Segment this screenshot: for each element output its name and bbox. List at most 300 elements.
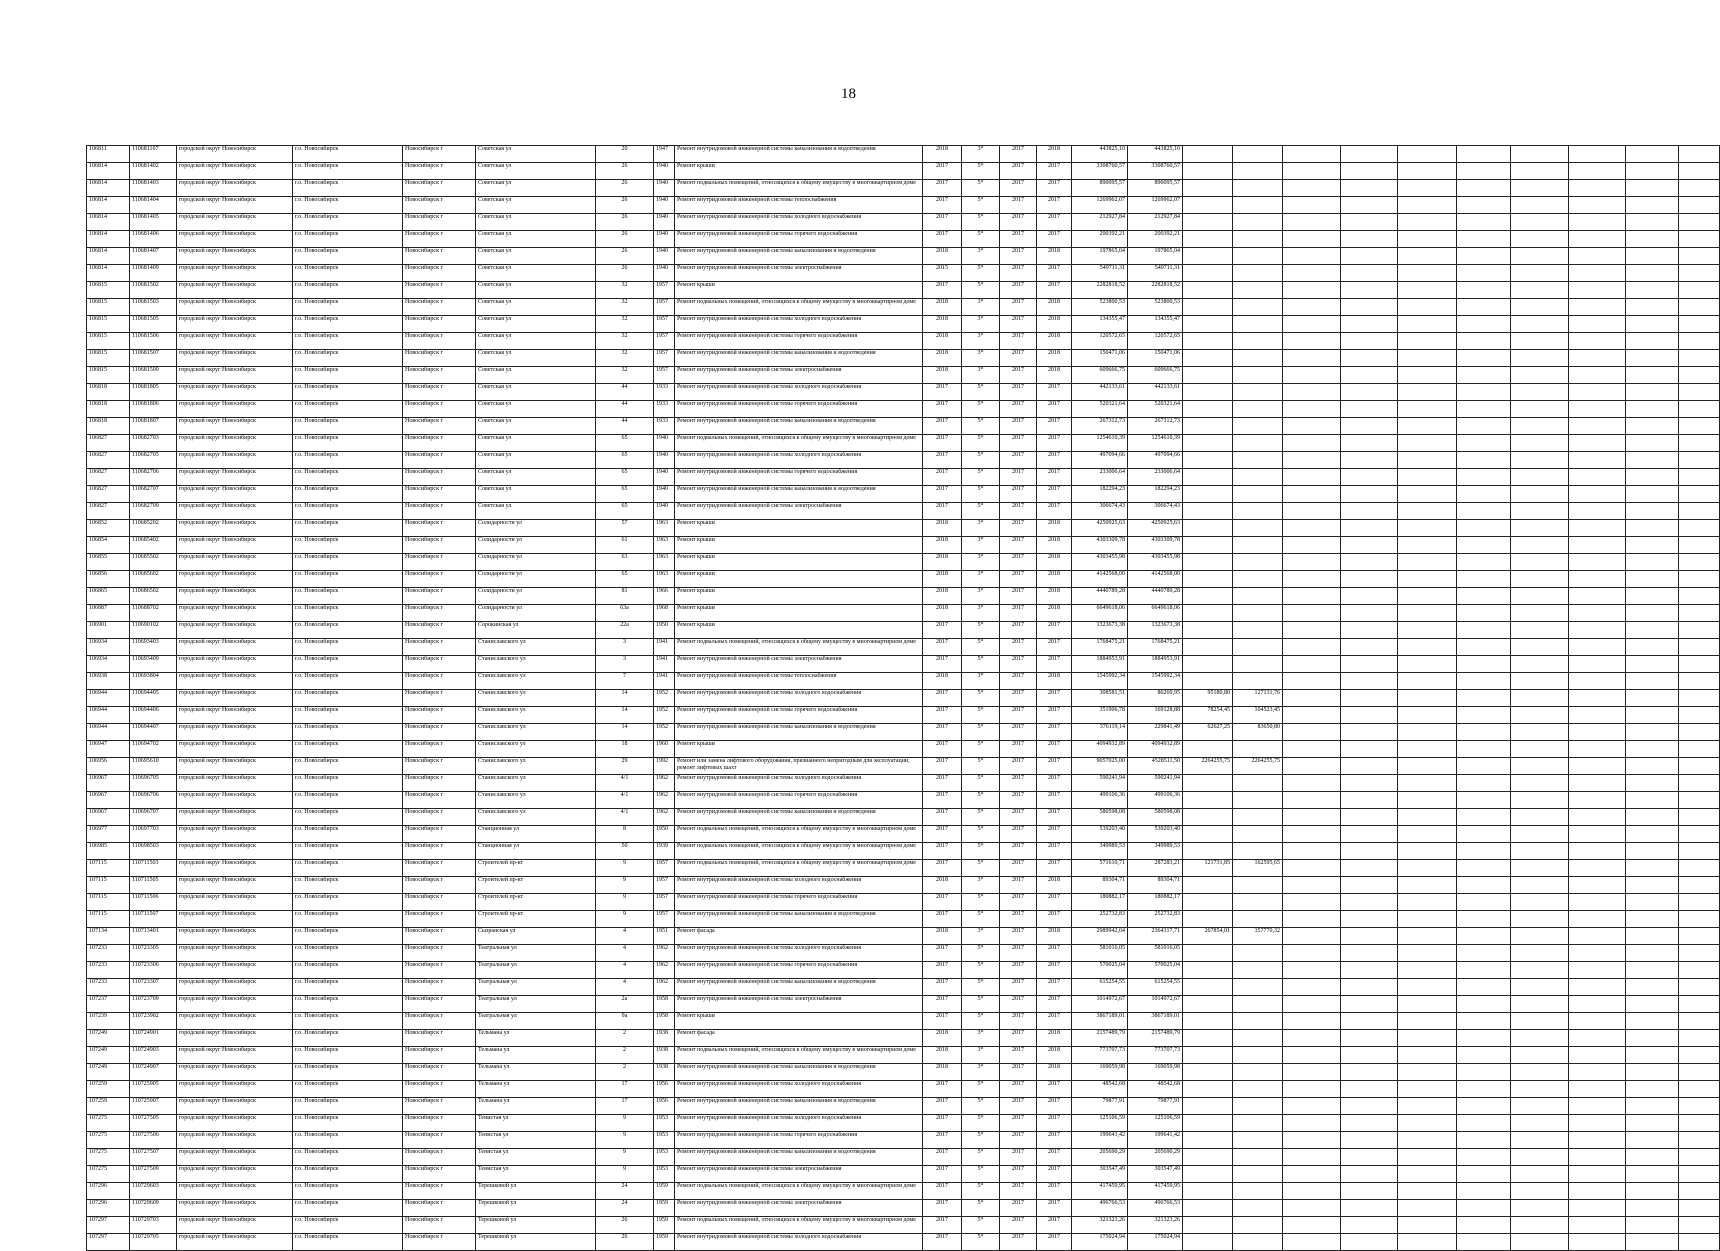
cell-municipality: городской округ Новосибирск: [177, 809, 293, 826]
cell-extra-2: [1233, 537, 1283, 554]
cell-end-year: 2017: [1037, 996, 1072, 1013]
cell-district: г.о. Новосибирск: [293, 673, 403, 690]
cell-extra-10: [1679, 1064, 1720, 1081]
cell-extra-7: [1511, 520, 1569, 537]
cell-work-type: Ремонт внутридомовой инженерной системы горячего водоснабжения: [675, 333, 923, 350]
cell-fund-cost: 89304,71: [1128, 877, 1183, 894]
cell-extra-7: [1511, 1200, 1569, 1217]
cell-extra-10: [1679, 248, 1720, 265]
cell-extra-6: [1457, 673, 1511, 690]
cell-priority: 5*: [962, 452, 1000, 469]
cell-end-year: 2017: [1037, 1200, 1072, 1217]
cell-extra-6: [1457, 554, 1511, 571]
cell-extra-9: [1626, 979, 1679, 996]
cell-municipality: городской округ Новосибирск: [177, 1132, 293, 1149]
cell-extra-7: [1511, 1132, 1569, 1149]
cell-house-number: 9: [596, 894, 654, 911]
cell-work-type: Ремонт подвальных помещений, относящихся к общему имуществу в многоквартирном доме: [675, 826, 923, 843]
cell-extra-4: [1341, 656, 1398, 673]
cell-extra-10: [1679, 656, 1720, 673]
cell-extra-10: [1679, 282, 1720, 299]
cell-extra-2: [1233, 486, 1283, 503]
cell-plan-year: 2018: [923, 248, 962, 265]
cell-extra-10: [1679, 469, 1720, 486]
cell-municipality: городской округ Новосибирск: [177, 537, 293, 554]
cell-extra-5: [1398, 571, 1457, 588]
cell-house-id: 106818: [87, 401, 130, 418]
cell-extra-8: [1569, 197, 1626, 214]
cell-house-number: 32: [596, 316, 654, 333]
cell-end-year: 2017: [1037, 1098, 1072, 1115]
cell-house-number: 32: [596, 350, 654, 367]
cell-priority: 3*: [962, 367, 1000, 384]
cell-district: г.о. Новосибирск: [293, 605, 403, 622]
cell-plan-year: 2017: [923, 724, 962, 741]
table-row: [87, 1183, 1720, 1200]
cell-start-year: 2017: [1000, 826, 1037, 843]
table-row: [87, 588, 1720, 605]
cell-extra-7: [1511, 231, 1569, 248]
cell-start-year: 2017: [1000, 639, 1037, 656]
cell-priority: 5*: [962, 758, 1000, 775]
cell-house-number: 4/1: [596, 792, 654, 809]
cell-extra-1: [1183, 469, 1233, 486]
cell-district: г.о. Новосибирск: [293, 792, 403, 809]
cell-extra-5: [1398, 996, 1457, 1013]
cell-extra-7: [1511, 928, 1569, 945]
cell-house-id: 107115: [87, 911, 130, 928]
table-row: [87, 503, 1720, 520]
cell-street: Строителей пр-кт: [476, 894, 596, 911]
cell-extra-3: [1283, 316, 1341, 333]
cell-city: Новосибирск г: [403, 231, 476, 248]
cell-priority: 5*: [962, 707, 1000, 724]
cell-district: г.о. Новосибирск: [293, 588, 403, 605]
cell-priority: 3*: [962, 248, 1000, 265]
cell-extra-5: [1398, 248, 1457, 265]
cell-district: г.о. Новосибирск: [293, 231, 403, 248]
cell-extra-1: [1183, 452, 1233, 469]
cell-end-year: 2018: [1037, 316, 1072, 333]
cell-work-id: 110698503: [130, 843, 177, 860]
cell-extra-2: [1233, 401, 1283, 418]
cell-district: г.о. Новосибирск: [293, 299, 403, 316]
cell-extra-4: [1341, 418, 1398, 435]
cell-extra-10: [1679, 690, 1720, 707]
cell-extra-7: [1511, 1217, 1569, 1234]
cell-extra-10: [1679, 792, 1720, 809]
cell-extra-9: [1626, 401, 1679, 418]
cell-extra-5: [1398, 537, 1457, 554]
cell-district: г.о. Новосибирск: [293, 333, 403, 350]
cell-extra-8: [1569, 1217, 1626, 1234]
cell-house-id: 106985: [87, 843, 130, 860]
cell-work-type: Ремонт внутридомовой инженерной системы горячего водоснабжения: [675, 1132, 923, 1149]
cell-extra-8: [1569, 1081, 1626, 1098]
cell-extra-3: [1283, 571, 1341, 588]
cell-city: Новосибирск г: [403, 673, 476, 690]
cell-work-type: Ремонт внутридомовой инженерной системы канализования и водоотведения: [675, 1064, 923, 1081]
cell-end-year: 2017: [1037, 690, 1072, 707]
cell-city: Новосибирск г: [403, 469, 476, 486]
cell-city: Новосибирск г: [403, 452, 476, 469]
cell-city: Новосибирск г: [403, 1234, 476, 1251]
cell-work-id: 110681505: [130, 316, 177, 333]
cell-extra-6: [1457, 571, 1511, 588]
cell-city: Новосибирск г: [403, 792, 476, 809]
cell-build-year: 1950: [654, 826, 675, 843]
cell-house-id: 107259: [87, 1098, 130, 1115]
cell-house-number: 32: [596, 299, 654, 316]
cell-house-number: 4: [596, 928, 654, 945]
cell-extra-10: [1679, 1115, 1720, 1132]
cell-street: Станиславского ул: [476, 741, 596, 758]
cell-extra-3: [1283, 1013, 1341, 1030]
cell-city: Новосибирск г: [403, 299, 476, 316]
cell-end-year: 2017: [1037, 1132, 1072, 1149]
cell-priority: 5*: [962, 826, 1000, 843]
cell-extra-4: [1341, 350, 1398, 367]
cell-city: Новосибирск г: [403, 146, 476, 163]
cell-city: Новосибирск г: [403, 333, 476, 350]
cell-street: Строителей пр-кт: [476, 911, 596, 928]
cell-work-id: 110685602: [130, 571, 177, 588]
cell-work-type: Ремонт внутридомовой инженерной системы канализования и водоотведения: [675, 248, 923, 265]
cell-start-year: 2017: [1000, 231, 1037, 248]
cell-city: Новосибирск г: [403, 163, 476, 180]
cell-extra-9: [1626, 418, 1679, 435]
cell-plan-year: 2017: [923, 401, 962, 418]
cell-street: Советская ул: [476, 231, 596, 248]
cell-fund-cost: 1768475,21: [1128, 639, 1183, 656]
cell-start-year: 2017: [1000, 996, 1037, 1013]
cell-extra-9: [1626, 350, 1679, 367]
cell-work-type: Ремонт внутридомовой инженерной системы канализования и водоотведения: [675, 809, 923, 826]
cell-house-number: 9: [596, 1132, 654, 1149]
cell-plan-year: 2017: [923, 163, 962, 180]
cell-fund-cost: 499106,36: [1128, 792, 1183, 809]
cell-extra-3: [1283, 1166, 1341, 1183]
cell-extra-10: [1679, 554, 1720, 571]
cell-end-year: 2018: [1037, 367, 1072, 384]
cell-start-year: 2017: [1000, 469, 1037, 486]
cell-plan-year: 2018: [923, 605, 962, 622]
cell-extra-3: [1283, 367, 1341, 384]
cell-total-cost: 3308760,57: [1072, 163, 1128, 180]
cell-house-number: 24: [596, 1200, 654, 1217]
cell-fund-cost: 169128,88: [1128, 707, 1183, 724]
cell-work-id: 110711505: [130, 877, 177, 894]
cell-extra-4: [1341, 197, 1398, 214]
cell-end-year: 2018: [1037, 537, 1072, 554]
cell-extra-4: [1341, 231, 1398, 248]
cell-fund-cost: 549711,31: [1128, 265, 1183, 282]
cell-street: Советская ул: [476, 350, 596, 367]
cell-priority: 3*: [962, 673, 1000, 690]
cell-work-id: 110724901: [130, 1030, 177, 1047]
cell-plan-year: 2017: [923, 452, 962, 469]
cell-work-id: 110713401: [130, 928, 177, 945]
cell-build-year: 1940: [654, 214, 675, 231]
cell-city: Новосибирск г: [403, 486, 476, 503]
cell-extra-7: [1511, 741, 1569, 758]
cell-street: Советская ул: [476, 418, 596, 435]
cell-end-year: 2017: [1037, 843, 1072, 860]
cell-end-year: 2017: [1037, 384, 1072, 401]
cell-street: Театральная ул: [476, 1013, 596, 1030]
cell-work-type: Ремонт крыши: [675, 605, 923, 622]
cell-extra-10: [1679, 316, 1720, 333]
cell-extra-2: [1233, 1132, 1283, 1149]
table-row: [87, 554, 1720, 571]
cell-extra-5: [1398, 758, 1457, 775]
cell-fund-cost: 3308760,57: [1128, 163, 1183, 180]
cell-extra-8: [1569, 707, 1626, 724]
cell-municipality: городской округ Новосибирск: [177, 1098, 293, 1115]
cell-extra-7: [1511, 384, 1569, 401]
cell-house-number: 2: [596, 1047, 654, 1064]
cell-house-number: 3: [596, 639, 654, 656]
cell-extra-7: [1511, 1098, 1569, 1115]
cell-city: Новосибирск г: [403, 945, 476, 962]
cell-house-number: 26: [596, 163, 654, 180]
cell-build-year: 1933: [654, 384, 675, 401]
cell-house-id: 106827: [87, 469, 130, 486]
cell-district: г.о. Новосибирск: [293, 486, 403, 503]
cell-city: Новосибирск г: [403, 962, 476, 979]
cell-fund-cost: 200392,21: [1128, 231, 1183, 248]
cell-total-cost: 4440789,28: [1072, 588, 1128, 605]
cell-district: г.о. Новосибирск: [293, 384, 403, 401]
cell-total-cost: 549711,31: [1072, 265, 1128, 282]
cell-fund-cost: 306674,43: [1128, 503, 1183, 520]
cell-house-number: 61: [596, 537, 654, 554]
cell-extra-7: [1511, 792, 1569, 809]
table-row: [87, 979, 1720, 996]
cell-extra-10: [1679, 707, 1720, 724]
cell-extra-1: [1183, 299, 1233, 316]
cell-extra-6: [1457, 520, 1511, 537]
cell-extra-5: [1398, 639, 1457, 656]
cell-extra-5: [1398, 1217, 1457, 1234]
cell-extra-9: [1626, 214, 1679, 231]
cell-extra-2: [1233, 1149, 1283, 1166]
cell-extra-1: [1183, 673, 1233, 690]
cell-work-id: 110682707: [130, 486, 177, 503]
cell-extra-6: [1457, 1098, 1511, 1115]
cell-extra-10: [1679, 1132, 1720, 1149]
cell-build-year: 1956: [654, 1098, 675, 1115]
cell-district: г.о. Новосибирск: [293, 962, 403, 979]
cell-house-id: 106944: [87, 724, 130, 741]
cell-build-year: 1938: [654, 1064, 675, 1081]
cell-build-year: 1958: [654, 996, 675, 1013]
cell-extra-10: [1679, 537, 1720, 554]
cell-extra-2: [1233, 367, 1283, 384]
cell-extra-8: [1569, 384, 1626, 401]
cell-fund-cost: 581016,05: [1128, 945, 1183, 962]
cell-extra-7: [1511, 860, 1569, 877]
cell-street: Станиславского ул: [476, 724, 596, 741]
cell-house-id: 106815: [87, 333, 130, 350]
cell-build-year: 1940: [654, 486, 675, 503]
cell-work-id: 110681503: [130, 299, 177, 316]
cell-extra-4: [1341, 877, 1398, 894]
cell-start-year: 2017: [1000, 163, 1037, 180]
cell-street: Советская ул: [476, 248, 596, 265]
cell-work-type: Ремонт внутридомовой инженерной системы холодного водоснабжения: [675, 1115, 923, 1132]
cell-extra-4: [1341, 1149, 1398, 1166]
cell-house-id: 107249: [87, 1047, 130, 1064]
cell-priority: 5*: [962, 741, 1000, 758]
cell-fund-cost: 175024,94: [1128, 1234, 1183, 1251]
cell-total-cost: 570025,04: [1072, 962, 1128, 979]
cell-extra-2: 162595,65: [1233, 860, 1283, 877]
cell-extra-5: [1398, 588, 1457, 605]
cell-plan-year: 2018: [923, 1064, 962, 1081]
cell-house-number: 32: [596, 333, 654, 350]
cell-extra-9: [1626, 1200, 1679, 1217]
cell-extra-8: [1569, 979, 1626, 996]
cell-end-year: 2018: [1037, 928, 1072, 945]
cell-house-id: 106814: [87, 231, 130, 248]
cell-end-year: 2018: [1037, 350, 1072, 367]
cell-start-year: 2017: [1000, 435, 1037, 452]
cell-total-cost: 306674,43: [1072, 503, 1128, 520]
cell-extra-9: [1626, 265, 1679, 282]
cell-extra-4: [1341, 435, 1398, 452]
cell-plan-year: 2018: [923, 588, 962, 605]
cell-extra-2: [1233, 1166, 1283, 1183]
cell-priority: 5*: [962, 282, 1000, 299]
cell-work-id: 110696706: [130, 792, 177, 809]
cell-street: Терешковой ул: [476, 1217, 596, 1234]
cell-extra-1: 267854,01: [1183, 928, 1233, 945]
cell-extra-5: [1398, 1115, 1457, 1132]
cell-municipality: городской округ Новосибирск: [177, 554, 293, 571]
cell-extra-7: [1511, 1115, 1569, 1132]
cell-work-id: 110681405: [130, 214, 177, 231]
cell-street: Тельмана ул: [476, 1030, 596, 1047]
cell-city: Новосибирск г: [403, 605, 476, 622]
table-row: [87, 163, 1720, 180]
cell-extra-6: [1457, 248, 1511, 265]
table-row: [87, 860, 1720, 877]
cell-extra-5: [1398, 1013, 1457, 1030]
cell-extra-3: [1283, 605, 1341, 622]
cell-extra-6: [1457, 911, 1511, 928]
cell-build-year: 1938: [654, 1047, 675, 1064]
cell-extra-5: [1398, 1047, 1457, 1064]
cell-extra-10: [1679, 401, 1720, 418]
cell-extra-9: [1626, 1115, 1679, 1132]
cell-start-year: 2017: [1000, 1183, 1037, 1200]
cell-municipality: городской округ Новосибирск: [177, 486, 293, 503]
table-row: [87, 146, 1720, 163]
cell-total-cost: 417459,95: [1072, 1183, 1128, 1200]
cell-extra-8: [1569, 1149, 1626, 1166]
cell-city: Новосибирск г: [403, 316, 476, 333]
cell-start-year: 2017: [1000, 707, 1037, 724]
cell-extra-1: [1183, 1064, 1233, 1081]
cell-plan-year: 2017: [923, 690, 962, 707]
cell-extra-9: [1626, 486, 1679, 503]
cell-extra-5: [1398, 945, 1457, 962]
cell-work-type: Ремонт крыши: [675, 588, 923, 605]
cell-work-id: 110725905: [130, 1081, 177, 1098]
cell-street: Советская ул: [476, 265, 596, 282]
cell-extra-5: [1398, 741, 1457, 758]
table-row: [87, 622, 1720, 639]
cell-extra-3: [1283, 690, 1341, 707]
cell-plan-year: 2017: [923, 826, 962, 843]
cell-work-type: Ремонт внутридомовой инженерной системы электроснабжения: [675, 503, 923, 520]
cell-municipality: городской округ Новосибирск: [177, 911, 293, 928]
cell-street: Терешковой ул: [476, 1183, 596, 1200]
cell-house-number: 65: [596, 469, 654, 486]
cell-work-type: Ремонт внутридомовой инженерной системы холодного водоснабжения: [675, 214, 923, 231]
table-row: [87, 537, 1720, 554]
cell-extra-7: [1511, 180, 1569, 197]
cell-end-year: 2017: [1037, 826, 1072, 843]
cell-end-year: 2017: [1037, 911, 1072, 928]
cell-extra-10: [1679, 1149, 1720, 1166]
cell-extra-5: [1398, 928, 1457, 945]
cell-work-type: Ремонт внутридомовой инженерной системы холодного водоснабжения: [675, 945, 923, 962]
cell-end-year: 2017: [1037, 979, 1072, 996]
cell-work-id: 110724907: [130, 1064, 177, 1081]
cell-extra-1: 2264255,75: [1183, 758, 1233, 775]
cell-fund-cost: 539203,40: [1128, 826, 1183, 843]
cell-end-year: 2018: [1037, 146, 1072, 163]
cell-street: Советская ул: [476, 163, 596, 180]
cell-priority: 5*: [962, 231, 1000, 248]
cell-extra-4: [1341, 316, 1398, 333]
cell-plan-year: 2017: [923, 469, 962, 486]
cell-house-number: 9а: [596, 1013, 654, 1030]
cell-street: Строителей пр-кт: [476, 860, 596, 877]
cell-city: Новосибирск г: [403, 537, 476, 554]
cell-extra-3: [1283, 1064, 1341, 1081]
cell-city: Новосибирск г: [403, 911, 476, 928]
cell-city: Новосибирск г: [403, 197, 476, 214]
cell-house-id: 106814: [87, 197, 130, 214]
cell-street: Советская ул: [476, 367, 596, 384]
cell-extra-3: [1283, 1183, 1341, 1200]
cell-city: Новосибирск г: [403, 894, 476, 911]
cell-city: Новосибирск г: [403, 758, 476, 775]
cell-start-year: 2017: [1000, 1217, 1037, 1234]
cell-priority: 5*: [962, 860, 1000, 877]
cell-extra-4: [1341, 945, 1398, 962]
cell-street: Театральная ул: [476, 996, 596, 1013]
cell-fund-cost: 580598,08: [1128, 809, 1183, 826]
cell-municipality: городской округ Новосибирск: [177, 843, 293, 860]
cell-extra-6: [1457, 163, 1511, 180]
cell-priority: 5*: [962, 197, 1000, 214]
cell-house-id: 106967: [87, 775, 130, 792]
cell-extra-6: [1457, 979, 1511, 996]
cell-district: г.о. Новосибирск: [293, 1183, 403, 1200]
cell-work-type: Ремонт крыши: [675, 554, 923, 571]
table-row: [87, 1013, 1720, 1030]
cell-work-id: 110681407: [130, 248, 177, 265]
cell-city: Новосибирск г: [403, 690, 476, 707]
cell-priority: 3*: [962, 554, 1000, 571]
table-row: [87, 741, 1720, 758]
cell-extra-3: [1283, 741, 1341, 758]
cell-priority: 5*: [962, 163, 1000, 180]
